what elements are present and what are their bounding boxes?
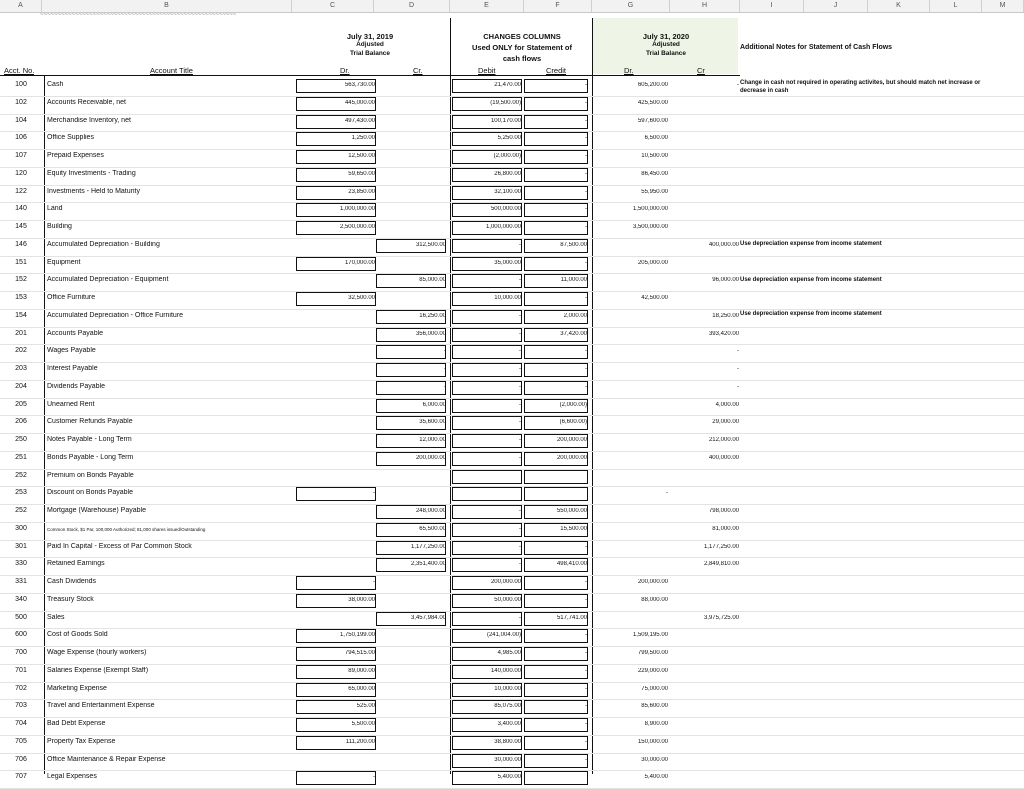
dr-2020-value[interactable]: 1,500,000.00 bbox=[632, 206, 668, 213]
dr-2020-value[interactable]: 150,000.00 bbox=[637, 738, 668, 745]
changes-credit-cell-box bbox=[524, 470, 588, 484]
changes-debit-value[interactable]: 21,470.00 bbox=[494, 82, 521, 88]
dr-2019-value[interactable]: 32,500.00 bbox=[348, 295, 375, 301]
changes-debit-value[interactable]: 26,800.00 bbox=[494, 170, 521, 177]
cr-2019-value[interactable]: 6,000.00 bbox=[422, 401, 446, 408]
account-title: Equipment bbox=[47, 258, 81, 266]
account-number: 206 bbox=[15, 418, 27, 426]
cr-2020-value[interactable]: 212,000.00 bbox=[708, 437, 739, 443]
cr-2020-value[interactable]: 393,420.00 bbox=[708, 330, 739, 337]
changes-credit-value[interactable]: 200,000.00 bbox=[556, 454, 587, 461]
changes-debit-value[interactable]: - bbox=[519, 508, 521, 514]
changes-debit-value[interactable]: - bbox=[519, 454, 521, 461]
account-title: Wage Expense (hourly workers) bbox=[47, 649, 147, 656]
changes-credit-value[interactable]: - bbox=[585, 383, 587, 390]
account-number: 204 bbox=[15, 382, 27, 390]
changes-credit-value[interactable]: - bbox=[585, 170, 587, 177]
changes-credit-value[interactable]: - bbox=[585, 756, 587, 763]
account-title: Marketing Expense bbox=[47, 684, 107, 692]
account-title: Wages Payable bbox=[47, 347, 96, 355]
cr-2019-value[interactable]: 35,600.00 bbox=[419, 419, 446, 426]
dr-2019-value[interactable]: 5,500.00 bbox=[351, 721, 375, 727]
changes-credit-value[interactable]: - bbox=[585, 543, 587, 550]
account-number: 250 bbox=[15, 436, 27, 443]
account-number: 704 bbox=[15, 720, 27, 727]
dr-2019-value[interactable]: 38,000.00 bbox=[348, 596, 375, 603]
account-title: Treasury Stock bbox=[47, 595, 94, 603]
trial-balance-2019-title: July 31, 2019 bbox=[346, 32, 394, 41]
changes-credit-value[interactable]: - bbox=[585, 703, 587, 710]
account-number: 107 bbox=[15, 152, 27, 159]
account-number: 702 bbox=[15, 684, 27, 692]
account-number: 300 bbox=[15, 524, 27, 532]
changes-credit-value[interactable]: - bbox=[585, 259, 587, 266]
changes-credit-value[interactable]: (2,000.00) bbox=[559, 401, 587, 408]
changes-credit-value[interactable]: 87,500.00 bbox=[560, 241, 587, 248]
changes-debit-value[interactable]: 85,075.00 bbox=[494, 703, 521, 710]
depreciation-note-furniture: Use depreciation expense from income statement bbox=[740, 311, 882, 317]
account-number: 153 bbox=[15, 294, 27, 301]
changes-credit-value[interactable]: 200,000.00 bbox=[556, 437, 587, 443]
account-title: Premium on Bonds Payable bbox=[47, 471, 134, 479]
changes-credit-value[interactable]: 15,500.00 bbox=[560, 525, 587, 532]
changes-debit-value[interactable]: 10,000.00 bbox=[494, 295, 521, 301]
trial-balance-2019-header bbox=[300, 32, 440, 58]
cr-2019-value[interactable]: - bbox=[444, 383, 446, 390]
account-title: Retained Earnings bbox=[47, 560, 105, 568]
changes-columns-header bbox=[452, 32, 592, 65]
column-header-l[interactable]: L bbox=[930, 0, 982, 12]
changes-debit-value[interactable]: - bbox=[519, 312, 521, 319]
changes-credit-value[interactable]: 498,410.00 bbox=[556, 561, 587, 568]
account-number: 705 bbox=[15, 737, 27, 745]
dr-2020-header: Dr. bbox=[624, 66, 634, 75]
account-number: 301 bbox=[15, 542, 27, 550]
debit-change-header: Debit bbox=[478, 66, 496, 75]
changes-debit-value[interactable]: 5,400.00 bbox=[497, 774, 521, 781]
cr-2020-value[interactable]: 1,177,250.00 bbox=[703, 543, 739, 550]
cr-2019-value[interactable]: 12,000.00 bbox=[419, 437, 446, 443]
account-number: 701 bbox=[15, 666, 27, 674]
account-number: 102 bbox=[15, 98, 27, 106]
dr-2020-value[interactable]: 55,950.00 bbox=[641, 188, 668, 195]
dr-2020-value[interactable]: 10,500.00 bbox=[641, 153, 668, 159]
cr-2019-value[interactable]: 3,457,984.00 bbox=[410, 614, 446, 621]
account-number: 154 bbox=[15, 311, 27, 319]
account-title: Prepaid Expenses bbox=[47, 152, 104, 159]
cr-2020-value[interactable]: 29,000.00 bbox=[712, 419, 739, 426]
dr-2019-value[interactable]: 1,750,199.00 bbox=[339, 632, 375, 639]
account-title: Accounts Payable bbox=[47, 329, 104, 337]
changes-credit-value[interactable]: (6,600.00) bbox=[559, 419, 587, 426]
cr-2020-value[interactable]: 400,000.00 bbox=[708, 241, 739, 248]
changes-credit-value[interactable]: - bbox=[585, 632, 587, 639]
column-header-b[interactable]: B bbox=[42, 0, 292, 12]
cr-2020-value[interactable]: 3,975,725.00 bbox=[703, 614, 739, 621]
account-number: 145 bbox=[15, 223, 27, 230]
cr-2019-value[interactable]: - bbox=[444, 348, 446, 355]
account-title: Discount on Bonds Payable bbox=[47, 489, 133, 497]
account-number: 100 bbox=[15, 81, 27, 88]
dr-2019-value[interactable]: 1,250.00 bbox=[351, 135, 375, 142]
account-number: 340 bbox=[15, 595, 27, 603]
cr-2020-value[interactable]: - bbox=[737, 366, 739, 372]
changes-credit-value[interactable]: - bbox=[585, 99, 587, 106]
changes-credit-value[interactable]: - bbox=[585, 153, 587, 159]
account-title: Bad Debt Expense bbox=[47, 720, 106, 727]
changes-debit-value[interactable]: - bbox=[519, 366, 521, 372]
dr-2019-value[interactable]: 497,430.00 bbox=[344, 117, 375, 124]
column-header-g[interactable]: G bbox=[592, 0, 670, 12]
dr-2019-value[interactable]: 563,730.00 bbox=[344, 82, 375, 88]
depreciation-note-equipment: Use depreciation expense from income statement bbox=[740, 277, 882, 283]
dr-2020-value[interactable]: 85,600.00 bbox=[641, 703, 668, 710]
changes-credit-value[interactable]: - bbox=[585, 295, 587, 301]
changes-debit-value[interactable]: - bbox=[519, 614, 521, 621]
cr-2019-value[interactable]: 200,000.00 bbox=[415, 454, 446, 461]
changes-debit-value[interactable]: 3,400.00 bbox=[497, 721, 521, 727]
account-number: 146 bbox=[15, 240, 27, 248]
dr-2020-value[interactable]: 597,600.00 bbox=[637, 117, 668, 124]
account-number: 201 bbox=[15, 329, 27, 337]
account-title-left-border bbox=[44, 75, 45, 774]
dr-2020-value[interactable]: 75,000.00 bbox=[641, 685, 668, 692]
trial-balance-2019-subtitle-2: Trial Balance bbox=[349, 49, 391, 57]
cr-2020-value[interactable]: 81,000.00 bbox=[712, 525, 739, 532]
account-number: 140 bbox=[15, 205, 27, 213]
account-title: Equity Investments - Trading bbox=[47, 169, 136, 177]
cr-2020-value[interactable]: 18,250.00 bbox=[712, 312, 739, 319]
dr-2020-value[interactable]: - bbox=[666, 490, 668, 497]
credit-change-header: Credit bbox=[546, 66, 567, 75]
dr-2020-value[interactable]: 425,500.00 bbox=[637, 99, 668, 106]
changes-debit-value[interactable]: - bbox=[519, 348, 521, 355]
account-title: Cash bbox=[47, 81, 64, 88]
dr-2019-value[interactable]: 12,500.00 bbox=[348, 153, 375, 159]
account-title: Sales bbox=[47, 613, 65, 621]
changes-credit-value[interactable]: 2,000.00 bbox=[563, 312, 587, 319]
account-title: Office Furniture bbox=[47, 294, 96, 301]
changes-credit-value[interactable]: 517,741.00 bbox=[556, 614, 587, 621]
account-number: 251 bbox=[15, 453, 27, 461]
changes-credit-value[interactable]: - bbox=[585, 667, 587, 674]
column-header-m[interactable]: M bbox=[982, 0, 1024, 12]
account-title: Merchandise Inventory, net bbox=[47, 116, 131, 124]
changes-debit-value[interactable]: (241,004.00) bbox=[486, 632, 521, 639]
changes-credit-value[interactable]: - bbox=[585, 224, 587, 230]
account-number: 330 bbox=[15, 560, 27, 568]
account-number: 122 bbox=[15, 187, 27, 195]
changes-debit-value[interactable]: 140,000.00 bbox=[490, 667, 521, 674]
account-title: Building bbox=[47, 223, 72, 230]
acct-no-header: Acct. No. bbox=[4, 66, 35, 75]
changes-debit-value[interactable]: - bbox=[519, 330, 521, 337]
notes-header: Additional Notes for Statement of Cash Flows bbox=[740, 44, 893, 51]
cr-2020-value[interactable]: - bbox=[737, 82, 739, 88]
dr-2019-value[interactable]: 794,515.00 bbox=[344, 650, 375, 656]
cr-2019-value[interactable]: 16,250.00 bbox=[419, 312, 446, 319]
account-number: 700 bbox=[15, 649, 27, 656]
changes-debit-value[interactable]: 38,800.00 bbox=[494, 738, 521, 745]
cr-2019-value[interactable]: 356,000.00 bbox=[415, 330, 446, 337]
trial-balance-2019-subtitle-1: Adjusted bbox=[356, 41, 384, 49]
dr-2020-value[interactable]: 86,450.00 bbox=[641, 170, 668, 177]
cr-2019-value[interactable]: 312,500.00 bbox=[415, 241, 446, 248]
changes-credit-cell-box bbox=[524, 771, 588, 785]
changes-debit-value[interactable]: 500,000.00 bbox=[490, 206, 521, 213]
changes-credit-value[interactable]: - bbox=[585, 82, 587, 88]
account-title: Cost of Goods Sold bbox=[47, 631, 108, 639]
changes-credit-value[interactable]: - bbox=[585, 206, 587, 213]
dr-2020-value[interactable]: 88,000.00 bbox=[641, 596, 668, 603]
column-header-i[interactable]: I bbox=[740, 0, 804, 12]
account-title: Accumulated Depreciation - Office Furniture bbox=[47, 311, 184, 319]
dr-2020-value[interactable]: 799,500.00 bbox=[637, 650, 668, 656]
account-title: Bonds Payable - Long Term bbox=[47, 453, 134, 461]
changes-debit-value[interactable]: 100,170.00 bbox=[490, 117, 521, 124]
trial-balance-2020-subtitle-1: Adjusted bbox=[652, 41, 680, 49]
column-header-a[interactable]: A bbox=[0, 0, 42, 12]
changes-debit-value[interactable]: 30,000.00 bbox=[494, 756, 521, 763]
cr-2019-value[interactable]: - bbox=[444, 366, 446, 372]
account-title-header: Account Title bbox=[150, 66, 193, 75]
changes-debit-value[interactable]: - bbox=[519, 525, 521, 532]
dr-2020-value[interactable]: 605,200.00 bbox=[637, 82, 668, 88]
cr-2020-value[interactable]: 798,000.00 bbox=[708, 508, 739, 514]
changes-debit-cell-box bbox=[452, 487, 522, 501]
account-number: 252 bbox=[15, 471, 27, 479]
dr-2019-value[interactable]: 65,000.00 bbox=[348, 685, 375, 692]
dr-2019-value[interactable]: 23,850.00 bbox=[348, 188, 375, 195]
clipped-row-strip: ~~~~~~~~~~~~~~~~~~~~~~~~~~~~~~~~~~~~~~~~~~~~~~~~~~~~~~~~ bbox=[40, 12, 237, 18]
dr-2019-value[interactable]: 2,500,000.00 bbox=[339, 224, 375, 230]
account-number: 120 bbox=[15, 169, 27, 177]
changes-credit-value[interactable]: - bbox=[585, 579, 587, 585]
changes-debit-cell-box bbox=[452, 470, 522, 484]
account-number: 703 bbox=[15, 702, 27, 710]
cash-note: Change in cash not required in operating activites, but should match net increase or decrease in cash bbox=[740, 80, 981, 94]
dr-2019-value[interactable]: 59,650.00 bbox=[348, 170, 375, 177]
dr-2020-value[interactable]: 5,400.00 bbox=[644, 774, 668, 781]
changes-credit-value[interactable]: - bbox=[585, 366, 587, 372]
dr-2019-value[interactable]: - bbox=[373, 490, 375, 497]
dr-2019-value[interactable]: 89,000.00 bbox=[348, 667, 375, 674]
changes-debit-value[interactable]: 50,000.00 bbox=[494, 596, 521, 603]
cr-2019-value[interactable]: 85,000.00 bbox=[419, 277, 446, 284]
changes-debit-value[interactable]: - bbox=[519, 543, 521, 550]
dr-2019-value[interactable]: - bbox=[373, 774, 375, 781]
account-title: Mortgage (Warehouse) Payable bbox=[47, 507, 146, 514]
changes-debit-value[interactable]: - bbox=[519, 401, 521, 408]
account-number: 152 bbox=[15, 276, 27, 284]
trial-balance-2020-title: July 31, 2020 bbox=[642, 32, 690, 41]
changes-debit-value[interactable]: - bbox=[519, 241, 521, 248]
cr-2020-header: Cr bbox=[697, 66, 705, 75]
header-rule bbox=[0, 75, 740, 76]
dr-2020-value[interactable]: 30,000.00 bbox=[641, 756, 668, 763]
dr-2019-value[interactable]: 445,000.00 bbox=[344, 99, 375, 106]
trial-balance-2020-header bbox=[596, 32, 736, 58]
column-header-e[interactable]: E bbox=[450, 0, 524, 12]
dr-2019-value[interactable]: 170,000.00 bbox=[344, 259, 375, 266]
account-title: Unearned Rent bbox=[47, 400, 95, 408]
dr-2020-value[interactable]: 6,500.00 bbox=[644, 135, 668, 142]
column-header-f[interactable]: F bbox=[524, 0, 592, 12]
account-number: 600 bbox=[15, 631, 27, 639]
changes-credit-value[interactable]: - bbox=[585, 596, 587, 603]
account-title: Property Tax Expense bbox=[47, 737, 116, 745]
dr-2020-value[interactable]: 200,000.00 bbox=[637, 579, 668, 585]
dr-2020-value[interactable]: 205,000.00 bbox=[637, 259, 668, 266]
changes-title-2: Used ONLY for Statement of bbox=[471, 42, 573, 52]
cr-2019-value[interactable]: 2,351,400.00 bbox=[410, 561, 446, 568]
cr-2020-value[interactable]: - bbox=[737, 383, 739, 390]
changes-credit-value[interactable]: 37,420.00 bbox=[560, 330, 587, 337]
changes-debit-value[interactable]: - bbox=[519, 561, 521, 568]
dr-2019-value[interactable]: - bbox=[373, 579, 375, 585]
dr-2019-value[interactable]: 1,000,000.00 bbox=[339, 206, 375, 213]
changes-credit-value[interactable]: - bbox=[585, 188, 587, 195]
account-number: 707 bbox=[15, 773, 27, 781]
account-number: 252 bbox=[15, 507, 27, 514]
changes-debit-value[interactable]: 10,000.00 bbox=[494, 685, 521, 692]
account-title: Travel and Entertainment Expense bbox=[47, 702, 155, 710]
changes-debit-value[interactable]: - bbox=[519, 383, 521, 390]
changes-debit-value[interactable]: (2,000.00) bbox=[493, 153, 521, 159]
account-title: Notes Payable - Long Term bbox=[47, 436, 132, 443]
account-title: Accumulated Depreciation - Building bbox=[47, 240, 160, 248]
account-title: Cash Dividends bbox=[47, 578, 97, 585]
changes-debit-value[interactable]: 4,985.00 bbox=[497, 650, 521, 656]
changes-credit-value[interactable]: - bbox=[585, 738, 587, 745]
cr-2020-value[interactable]: 96,000.00 bbox=[712, 277, 739, 284]
changes-debit-value[interactable]: 35,000.00 bbox=[494, 259, 521, 266]
changes-debit-value[interactable]: - bbox=[519, 277, 521, 284]
changes-debit-value[interactable]: 32,100.00 bbox=[494, 188, 521, 195]
changes-title-3: cash flows bbox=[502, 53, 542, 63]
column-header-d[interactable]: D bbox=[374, 0, 450, 12]
account-title: Office Supplies bbox=[47, 134, 94, 142]
account-number: 331 bbox=[15, 578, 27, 585]
changes-credit-value[interactable]: 550,000.00 bbox=[556, 508, 587, 514]
cr-2020-value[interactable]: - bbox=[737, 348, 739, 355]
account-title: Interest Payable bbox=[47, 365, 98, 372]
dr-2019-header: Dr. bbox=[340, 66, 350, 75]
changes-credit-value[interactable]: - bbox=[585, 650, 587, 656]
changes-debit-value[interactable]: 5,250.00 bbox=[497, 135, 521, 142]
column-header-h[interactable]: H bbox=[670, 0, 740, 12]
dr-2020-value[interactable]: 1,509,195.00 bbox=[632, 632, 668, 639]
dr-2019-value[interactable]: 111,200.00 bbox=[345, 738, 375, 745]
cr-2020-value[interactable]: 400,000.00 bbox=[708, 454, 739, 461]
cr-2020-value[interactable]: 4,000.00 bbox=[715, 401, 739, 408]
account-title: Legal Expenses bbox=[47, 773, 97, 781]
changes-debit-value[interactable]: 1,000,000.00 bbox=[485, 224, 521, 230]
account-number: 205 bbox=[15, 400, 27, 408]
account-number: 202 bbox=[15, 347, 27, 355]
changes-debit-value[interactable]: - bbox=[519, 419, 521, 426]
cr-2020-value[interactable]: 2,849,810.00 bbox=[703, 561, 739, 568]
column-header-j[interactable]: J bbox=[804, 0, 868, 12]
account-title: Office Maintenance & Repair Expense bbox=[47, 755, 166, 763]
changes-debit-value[interactable]: (19,500.00) bbox=[490, 99, 521, 106]
column-header-c[interactable]: C bbox=[292, 0, 374, 12]
account-title: Investments - Held to Maturity bbox=[47, 187, 140, 195]
account-number: 500 bbox=[15, 613, 27, 621]
changes-credit-value[interactable]: - bbox=[585, 685, 587, 692]
account-number: 151 bbox=[15, 258, 27, 266]
dr-2020-value[interactable]: 42,500.00 bbox=[641, 295, 668, 301]
changes-credit-cell-box bbox=[524, 487, 588, 501]
account-title: Common Stock, $1 Par, 100,000 Authorized; 81,000 shares issued/Outstanding bbox=[47, 526, 206, 532]
account-number: 104 bbox=[15, 116, 27, 124]
dr-2020-value[interactable]: 229,000.00 bbox=[637, 667, 668, 674]
cr-2019-value[interactable]: 248,000.00 bbox=[415, 508, 446, 514]
account-title: Accumulated Depreciation - Equipment bbox=[47, 276, 169, 284]
account-title: Land bbox=[47, 205, 63, 213]
cr-2019-value[interactable]: 65,500.00 bbox=[419, 525, 446, 532]
changes-title-1: CHANGES COLUMNS bbox=[483, 32, 561, 41]
account-title: Dividends Payable bbox=[47, 382, 105, 390]
account-number: 706 bbox=[15, 755, 27, 763]
dr-2020-value[interactable]: 3,500,000.00 bbox=[632, 224, 668, 230]
account-number: 106 bbox=[15, 134, 27, 142]
account-title: Paid In Capital - Excess of Par Common Stock bbox=[47, 542, 192, 550]
changes-debit-value[interactable]: 200,000.00 bbox=[490, 579, 521, 585]
account-number: 203 bbox=[15, 365, 27, 372]
changes-credit-value[interactable]: 11,000.00 bbox=[560, 277, 587, 284]
changes-credit-value[interactable]: - bbox=[585, 721, 587, 727]
depreciation-note-building: Use depreciation expense from income statement bbox=[740, 241, 882, 247]
account-number: 253 bbox=[15, 489, 27, 497]
cr-2019-header: Cr. bbox=[413, 66, 423, 75]
changes-credit-value[interactable]: - bbox=[585, 135, 587, 142]
dr-2020-value[interactable]: 8,900.00 bbox=[644, 721, 668, 727]
account-title: Salaries Expense (Exempt Staff) bbox=[47, 666, 149, 674]
changes-debit-value[interactable]: - bbox=[519, 437, 521, 443]
changes-credit-value[interactable]: - bbox=[585, 348, 587, 355]
account-title: Accounts Receivable, net bbox=[47, 98, 126, 106]
trial-balance-2020-subtitle-2: Trial Balance bbox=[645, 49, 687, 57]
account-title: Customer Refunds Payable bbox=[47, 418, 133, 426]
column-header-k[interactable]: K bbox=[868, 0, 930, 12]
changes-credit-value[interactable]: - bbox=[585, 117, 587, 124]
cr-2019-value[interactable]: 1,177,250.00 bbox=[410, 543, 446, 550]
dr-2019-value[interactable]: 525.00 bbox=[356, 703, 375, 710]
